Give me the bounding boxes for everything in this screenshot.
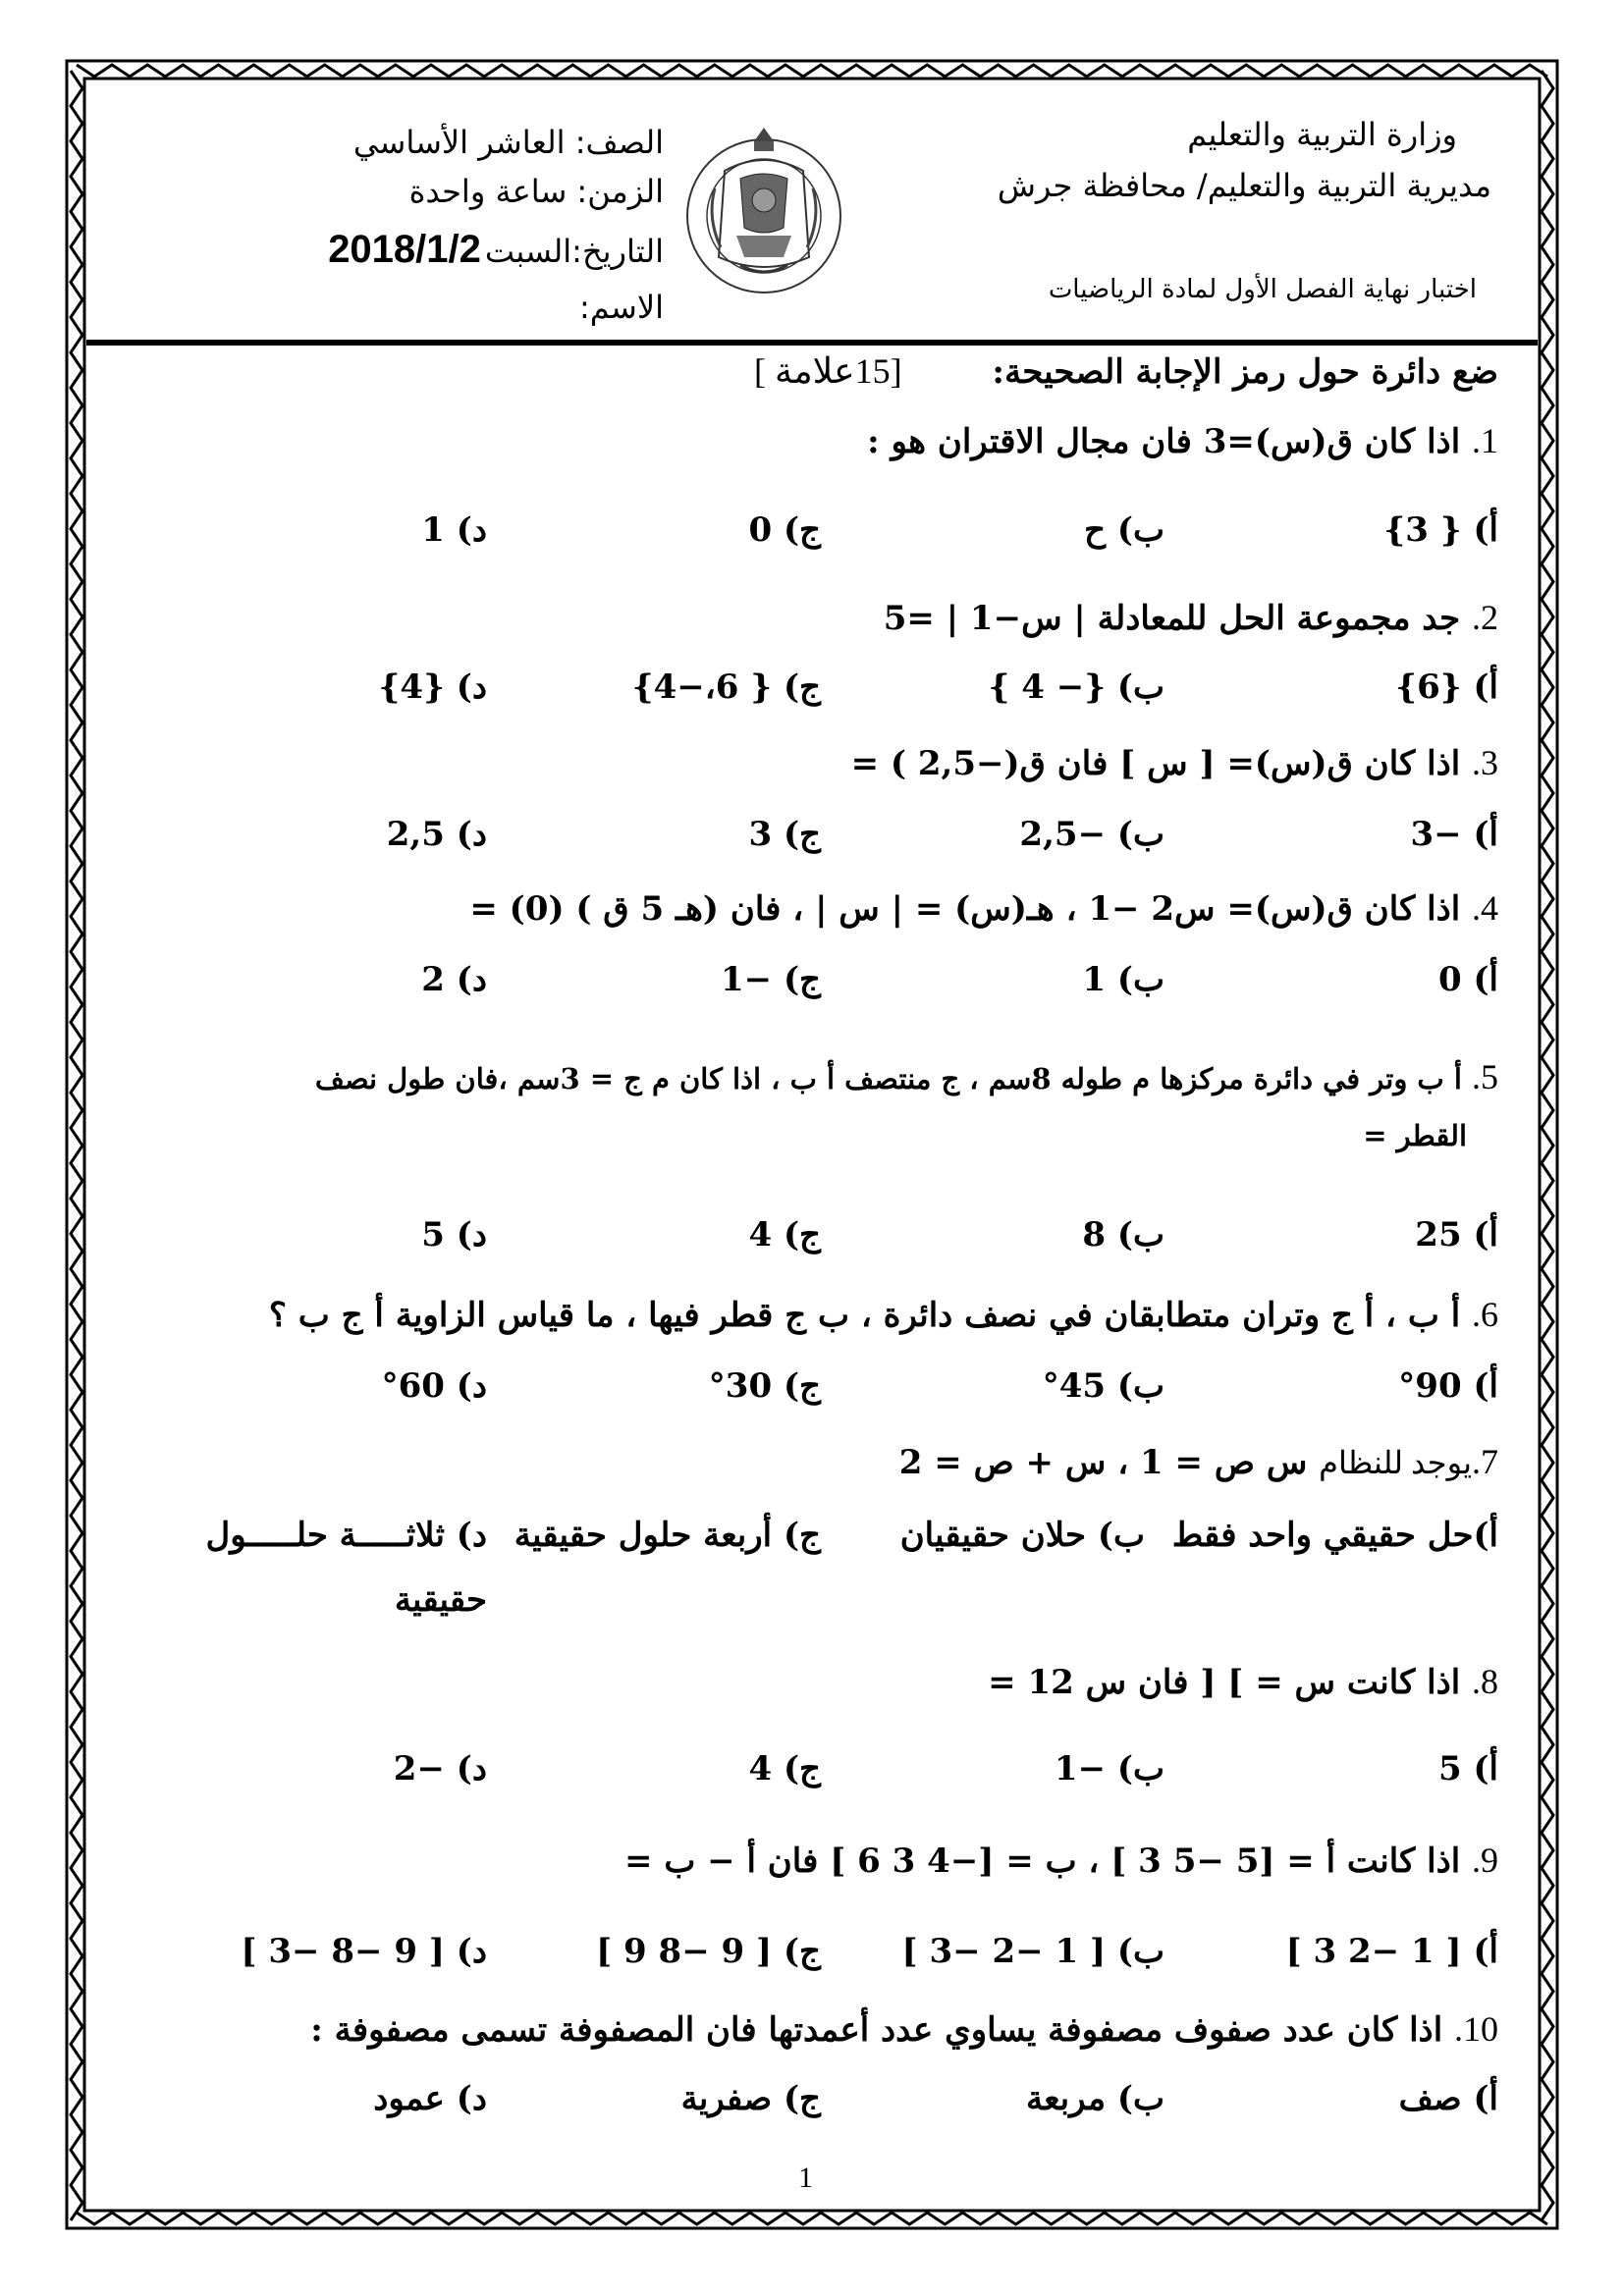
question-number: 4. xyxy=(1472,888,1498,928)
question-10-options xyxy=(108,2079,1498,2128)
option-c[interactable]: ج) −1 xyxy=(720,960,821,999)
option-d[interactable]: د) 5 xyxy=(421,1215,487,1255)
option-d[interactable]: د) 2,5 xyxy=(386,815,487,854)
option-d[interactable]: د) 1 xyxy=(421,510,487,550)
grade-value: العاشر الأساسي xyxy=(352,124,566,161)
time-line xyxy=(409,173,664,210)
option-d[interactable]: د) ثلاثـــــة حلـــــول xyxy=(205,1516,487,1555)
option-b[interactable]: ب) ح xyxy=(1084,510,1164,550)
question-number: 2. xyxy=(1472,598,1498,637)
date-value: 2018/1/2 xyxy=(328,228,481,271)
option-b[interactable]: ب) مربعة xyxy=(1026,2079,1164,2118)
option-b[interactable]: ب) 1 xyxy=(1082,960,1164,999)
question-5-cont: القطر = xyxy=(1363,1119,1467,1152)
header-divider xyxy=(86,340,1538,346)
question-1-options xyxy=(108,510,1498,560)
question-number: 9. xyxy=(1472,1841,1498,1880)
question-3-options xyxy=(108,815,1498,864)
option-d[interactable]: د) [ 9 −8 −3 ] xyxy=(241,1932,487,1971)
question-text: اذا كان ق(س)=3 فان مجال الاقتران هو : xyxy=(867,422,1461,461)
question-text: اذا كان عدد صفوف مصفوفة يساوي عدد أعمدتها فان المصفوفة تسمى مصفوفة : xyxy=(310,2010,1443,2050)
option-c[interactable]: ج) [ 9 −8 9 ] xyxy=(596,1932,821,1971)
question-10 xyxy=(118,2008,1498,2050)
question-7-options xyxy=(108,1516,1498,1565)
question-number: 10. xyxy=(1454,2009,1498,2049)
time-value: ساعة واحدة xyxy=(408,173,568,210)
question-number: 8. xyxy=(1472,1662,1498,1701)
option-b[interactable]: ب) 8 xyxy=(1082,1215,1164,1255)
option-b[interactable]: ب) [ 1 −2 −3 ] xyxy=(901,1932,1164,1971)
option-c[interactable]: ج) 4 xyxy=(748,1215,821,1255)
option-d[interactable]: د) 2 xyxy=(421,960,487,999)
question-1 xyxy=(118,420,1498,461)
question-8-options xyxy=(108,1749,1498,1798)
name-label: الاسم: xyxy=(578,289,664,326)
question-number: 7. xyxy=(1472,1442,1498,1481)
question-7-options-cont xyxy=(108,1580,1498,1629)
option-a[interactable]: أ) [ 1 −2 3 ] xyxy=(1285,1932,1498,1971)
option-b[interactable]: ب) {− 4 } xyxy=(988,667,1164,707)
option-a[interactable]: أ) صف xyxy=(1398,2079,1498,2118)
question-number: 6. xyxy=(1472,1295,1498,1334)
question-text: س ص = 1 ، س + ص = 2 xyxy=(898,1443,1320,1482)
option-a[interactable]: أ) 0 xyxy=(1437,960,1498,999)
question-number: 1. xyxy=(1472,421,1498,460)
question-text: اذا كانت أ = [5 −5 3 ] ، ب = [−4 3 6 ] فان أ − ب = xyxy=(624,1842,1461,1881)
question-text: اذا كان ق(س)= س2 −1 ، هـ(س) = | س | ، فان (هـ 5 ق ) (0) = xyxy=(469,889,1461,929)
question-7 xyxy=(118,1441,1498,1482)
option-c[interactable]: ج) 3 xyxy=(748,815,821,854)
instructions-text: ضع دائرة حول رمز الإجابة الصحيحة: xyxy=(992,352,1498,392)
question-4 xyxy=(118,887,1498,929)
question-prefix: يوجد للنظام xyxy=(1319,1445,1472,1480)
option-c[interactable]: ج) { 6،−4} xyxy=(631,667,821,707)
jordan-emblem-logo xyxy=(681,110,846,306)
question-text: أ ب وتر في دائرة مركزها م طوله 8سم ، ج منتصف أ ب ، اذا كان م ج = 3سم ،فان طول نصف xyxy=(314,1062,1462,1095)
question-9-options xyxy=(108,1932,1498,1981)
time-label: الزمن: xyxy=(576,173,664,210)
option-b[interactable]: ب) −1 xyxy=(1054,1749,1164,1789)
option-d[interactable]: د) −2 xyxy=(393,1749,487,1789)
page-number: 1 xyxy=(798,2162,813,2194)
option-c[interactable]: ج) صفرية xyxy=(680,2079,821,2118)
question-text: أ ب ، أ ج وتران متطابقان في نصف دائرة ، ب ج قطر فيها ، ما قياس الزاوية أ ج ب ؟ xyxy=(268,1296,1461,1335)
ministry-name: وزارة التربية والتعليم xyxy=(1187,116,1457,153)
question-3 xyxy=(118,742,1498,783)
question-8 xyxy=(118,1661,1498,1702)
question-2 xyxy=(118,597,1498,638)
instructions-line xyxy=(118,350,1498,392)
option-c[interactable]: ج) 0 xyxy=(748,510,821,550)
option-c[interactable]: ج) 4 xyxy=(748,1749,821,1789)
option-a[interactable]: أ) 90° xyxy=(1398,1366,1498,1406)
question-2-options xyxy=(108,667,1498,717)
option-b[interactable]: ب) −2,5 xyxy=(1019,815,1164,854)
option-d[interactable]: د) {4} xyxy=(378,667,487,707)
option-a[interactable]: أ) 5 xyxy=(1437,1749,1498,1789)
option-a[interactable]: أ) {6} xyxy=(1395,667,1498,707)
question-number: 3. xyxy=(1472,743,1498,782)
date-label: التاريخ:السبت xyxy=(484,233,664,270)
option-a[interactable]: أ) { 3} xyxy=(1383,510,1498,550)
question-6 xyxy=(118,1294,1498,1335)
option-d[interactable]: د) عمود xyxy=(373,2079,487,2118)
option-a[interactable]: أ) 25 xyxy=(1415,1215,1498,1255)
question-number: 5. xyxy=(1472,1057,1498,1096)
option-c[interactable]: ج) أربعة حلول حقيقية xyxy=(514,1516,821,1555)
option-d-cont: حقيقية xyxy=(394,1580,487,1620)
question-4-options xyxy=(108,960,1498,1009)
option-b[interactable]: ب) حلان حقيقيان xyxy=(899,1516,1145,1555)
question-6-options xyxy=(108,1366,1498,1415)
grade-label: الصف: xyxy=(574,124,664,161)
question-5 xyxy=(118,1056,1498,1097)
question-9 xyxy=(118,1840,1498,1881)
exam-title: اختبار نهاية الفصل الأول لمادة الرياضيات xyxy=(1048,275,1477,304)
date-line xyxy=(328,228,664,272)
option-d[interactable]: د) 60° xyxy=(381,1366,487,1406)
question-5-options xyxy=(108,1215,1498,1264)
option-a[interactable]: أ) −3 xyxy=(1410,815,1498,854)
directorate-name: مديرية التربية والتعليم/ محافظة جرش xyxy=(997,167,1491,204)
question-text: اذا كان ق(س)= [ س ] فان ق(−2,5 ) = xyxy=(850,744,1461,783)
question-text: اذا كانت س = ] [ فان س 12 = xyxy=(988,1663,1461,1702)
question-text: جد مجموعة الحل للمعادلة | س−1 | =5 xyxy=(883,599,1461,638)
option-c[interactable]: ج) 30° xyxy=(708,1366,821,1406)
grade-line xyxy=(353,124,664,161)
option-a[interactable]: أ)حل حقيقي واحد فقط xyxy=(1171,1516,1498,1555)
instructions-marks: [15علامة ] xyxy=(754,351,902,391)
option-b[interactable]: ب) 45° xyxy=(1042,1366,1164,1406)
